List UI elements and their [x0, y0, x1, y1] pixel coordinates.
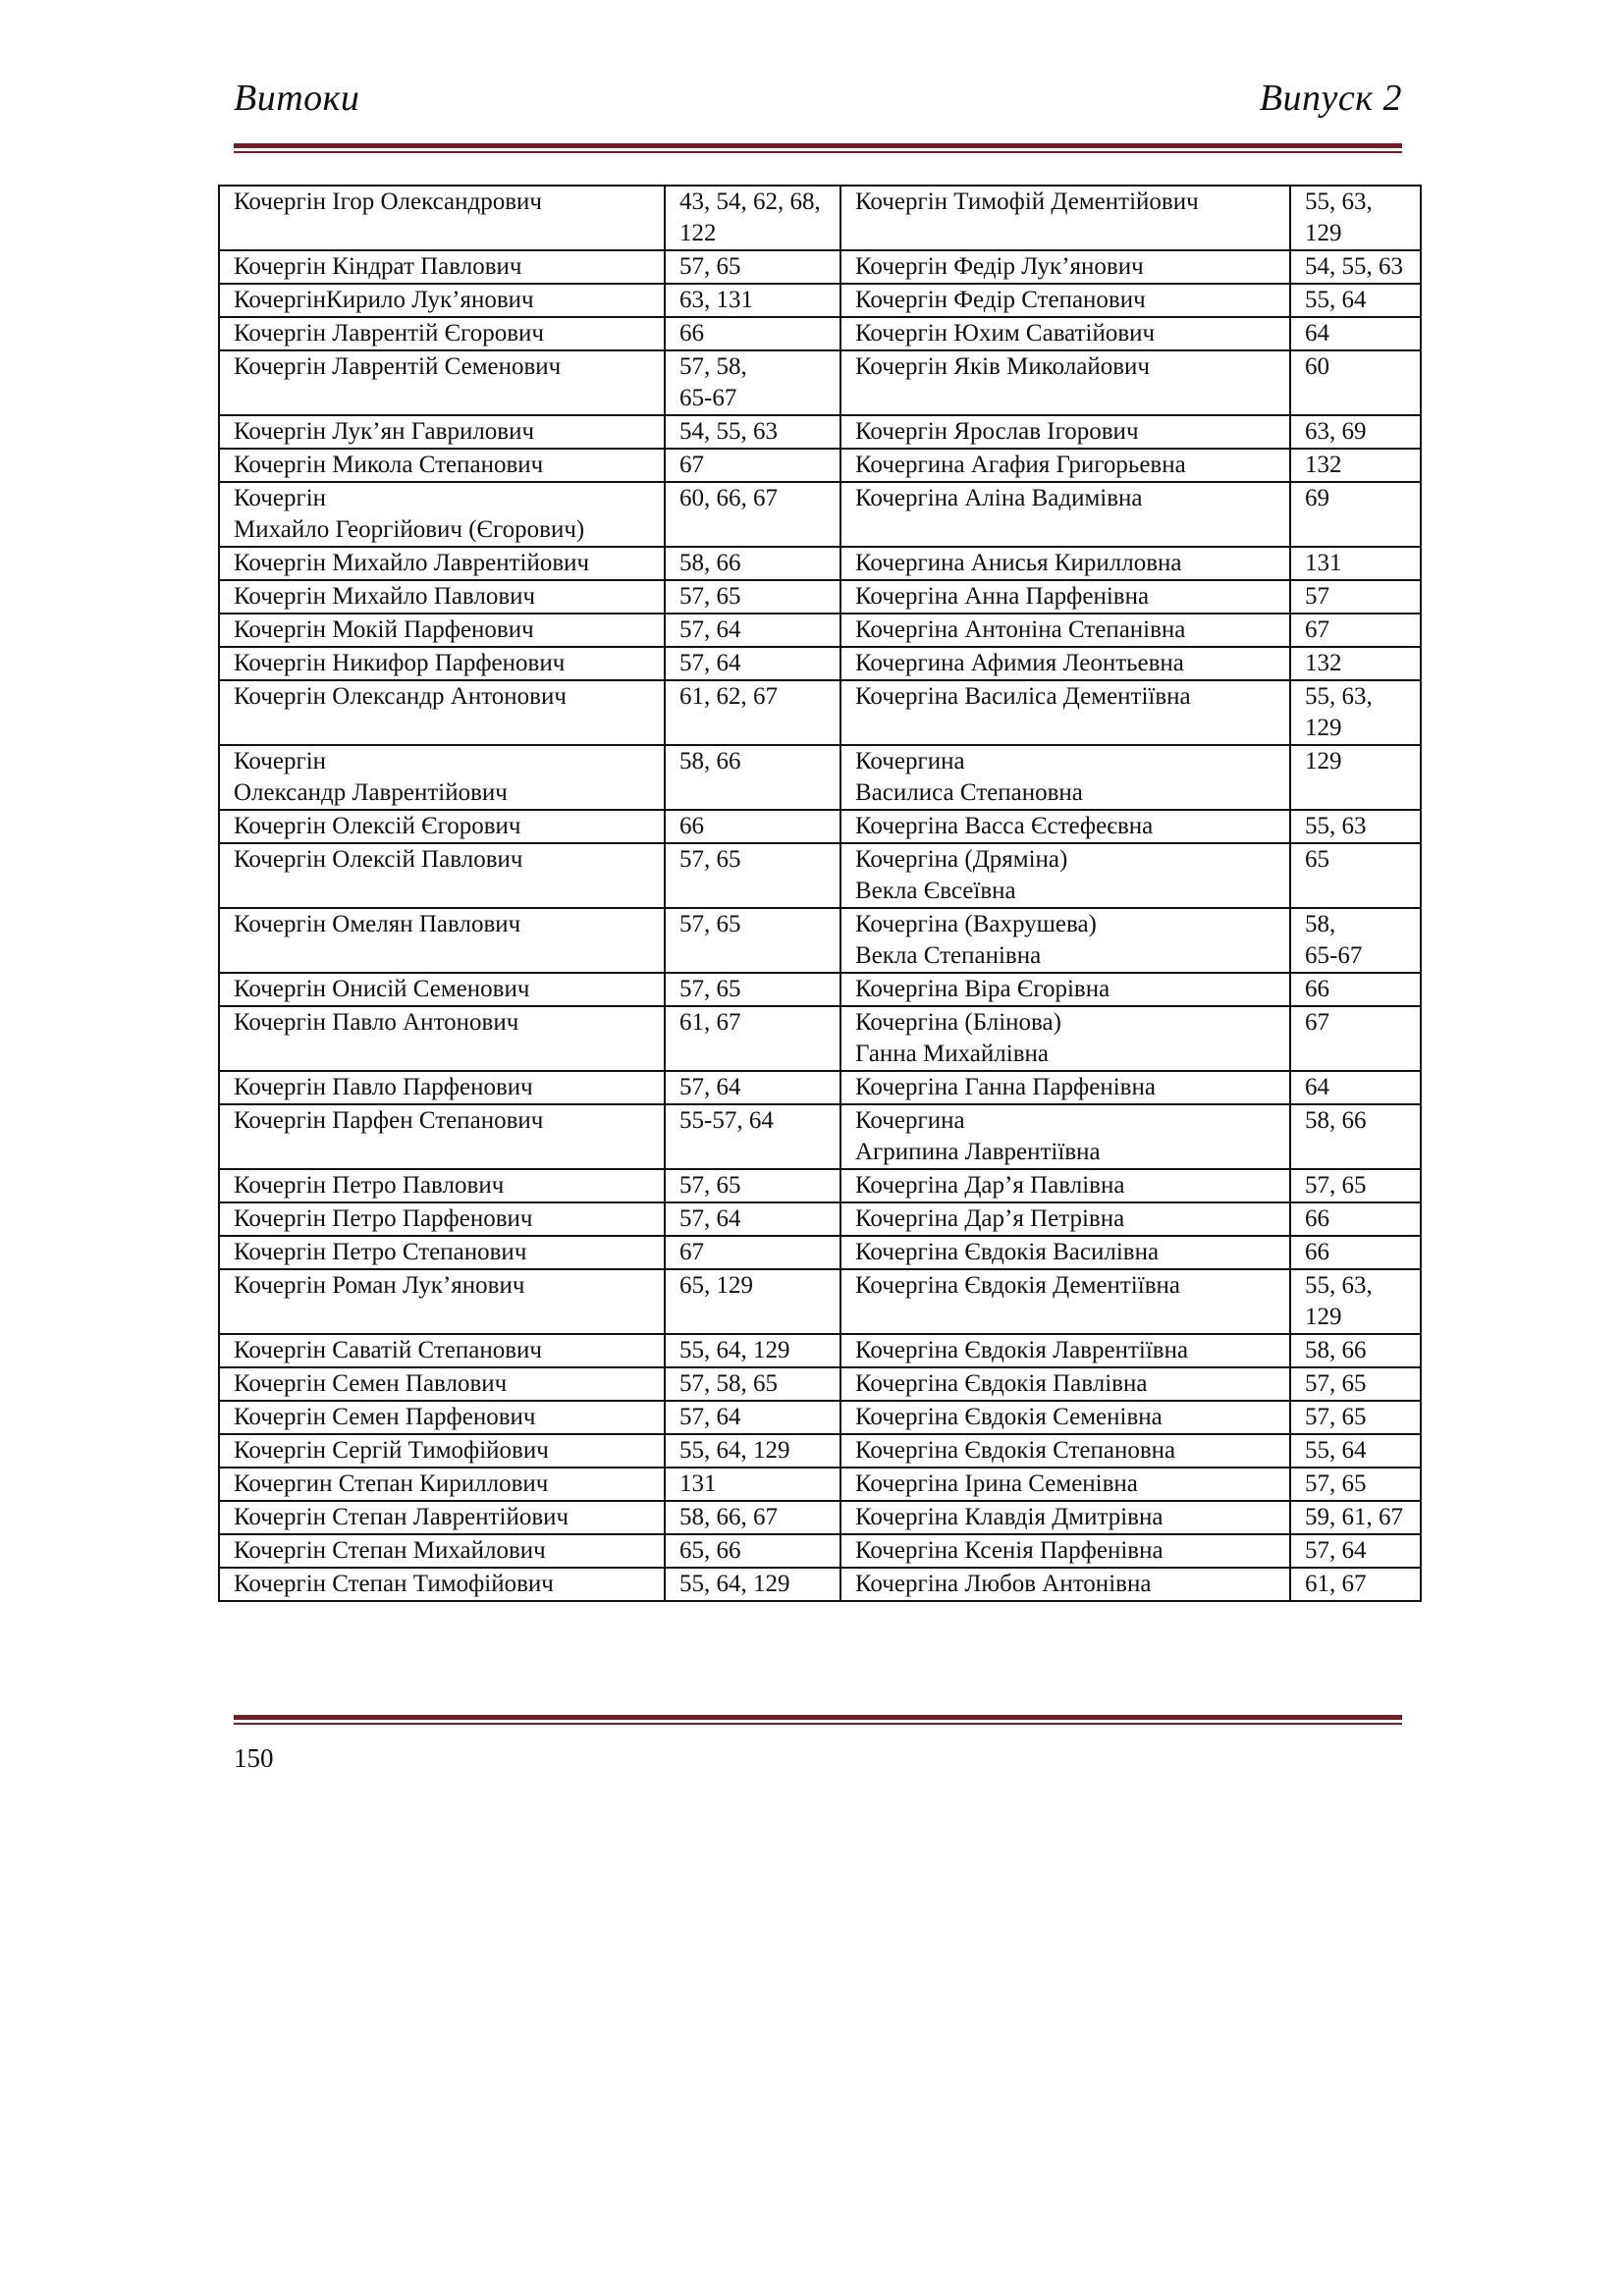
- header-rule: [234, 143, 1402, 153]
- table-row: [219, 1367, 1421, 1401]
- table-row: [219, 350, 1421, 415]
- table-row: [219, 1202, 1421, 1236]
- table-row: [219, 1334, 1421, 1367]
- pages-cell-left: 57, 65: [665, 250, 840, 284]
- pages-cell-left: 58, 66: [665, 547, 840, 580]
- table-row: [219, 284, 1421, 317]
- table-row: [219, 745, 1421, 810]
- name-cell-left: Кочергін Степан Михайлович: [219, 1534, 665, 1568]
- name-cell-right: Кочергін Юхим Саватійович: [840, 317, 1290, 350]
- table-row: [219, 449, 1421, 482]
- name-cell-left: Кочергін Петро Парфенович: [219, 1202, 665, 1236]
- table-row: [219, 547, 1421, 580]
- pages-cell-left: 57, 65: [665, 843, 840, 908]
- name-cell-left: Кочергін Павло Антонович: [219, 1006, 665, 1071]
- pages-cell-left: 57, 64: [665, 1071, 840, 1104]
- name-cell-left: Кочергін Ігор Олександрович: [219, 186, 665, 250]
- pages-cell-right: 69: [1290, 482, 1421, 547]
- pages-cell-right: 66: [1290, 1236, 1421, 1269]
- table-row: [219, 317, 1421, 350]
- name-cell-right: Кочергина Агафия Григорьевна: [840, 449, 1290, 482]
- pages-cell-right: 64: [1290, 1071, 1421, 1104]
- pages-cell-right: 55, 63, 129: [1290, 1269, 1421, 1334]
- name-cell-left: Кочергін Сергій Тимофійович: [219, 1434, 665, 1468]
- pages-cell-left: 67: [665, 1236, 840, 1269]
- name-cell-right: Кочергіна Антоніна Степанівна: [840, 614, 1290, 647]
- name-cell-right: Кочергіна Ганна Парфенівна: [840, 1071, 1290, 1104]
- table-row: [219, 1169, 1421, 1202]
- pages-cell-left: 67: [665, 449, 840, 482]
- name-cell-left: Кочергин Степан Кириллович: [219, 1468, 665, 1501]
- pages-cell-right: 67: [1290, 1006, 1421, 1071]
- name-index-body: [219, 186, 1421, 1601]
- pages-cell-left: 55, 64, 129: [665, 1568, 840, 1601]
- pages-cell-right: 132: [1290, 449, 1421, 482]
- name-cell-left: Кочергін Олександр Лаврентійович: [219, 745, 665, 810]
- name-cell-right: Кочергіна Аліна Вадимівна: [840, 482, 1290, 547]
- pages-cell-left: 57, 58, 65-67: [665, 350, 840, 415]
- name-cell-left: Кочергін Степан Тимофійович: [219, 1568, 665, 1601]
- table-row: [219, 1104, 1421, 1169]
- name-cell-left: Кочергін Роман Лук’янович: [219, 1269, 665, 1334]
- pages-cell-right: 65: [1290, 843, 1421, 908]
- table-row: [219, 1501, 1421, 1534]
- pages-cell-right: 63, 69: [1290, 415, 1421, 449]
- pages-cell-right: 131: [1290, 547, 1421, 580]
- name-cell-right: Кочергіна Віра Єгорівна: [840, 973, 1290, 1006]
- table-row: [219, 1071, 1421, 1104]
- name-cell-right: Кочергіна Василіса Дементіївна: [840, 680, 1290, 745]
- name-cell-right: Кочергіна Євдокія Семенівна: [840, 1401, 1290, 1434]
- table-row: [219, 680, 1421, 745]
- name-cell-left: Кочергін Парфен Степанович: [219, 1104, 665, 1169]
- pages-cell-left: 65, 129: [665, 1269, 840, 1334]
- name-cell-right: Кочергін Яків Миколайович: [840, 350, 1290, 415]
- name-cell-left: Кочергін Петро Павлович: [219, 1169, 665, 1202]
- pages-cell-left: 57, 65: [665, 580, 840, 614]
- name-cell-left: Кочергін Лаврентій Семенович: [219, 350, 665, 415]
- name-cell-right: Кочергіна Любов Антонівна: [840, 1568, 1290, 1601]
- name-cell-left: Кочергін Павло Парфенович: [219, 1071, 665, 1104]
- pages-cell-right: 57, 65: [1290, 1468, 1421, 1501]
- name-cell-left: Кочергін Михайло Георгійович (Єгорович): [219, 482, 665, 547]
- name-cell-left: КочергінКирило Лук’янович: [219, 284, 665, 317]
- table-row: [219, 1468, 1421, 1501]
- name-cell-right: Кочергін Ярослав Ігорович: [840, 415, 1290, 449]
- pages-cell-left: 43, 54, 62, 68, 122: [665, 186, 840, 250]
- name-cell-left: Кочергін Семен Парфенович: [219, 1401, 665, 1434]
- pages-cell-right: 55, 63: [1290, 810, 1421, 843]
- pages-cell-right: 57, 65: [1290, 1169, 1421, 1202]
- name-cell-right: Кочергіна Ксенія Парфенівна: [840, 1534, 1290, 1568]
- pages-cell-left: 54, 55, 63: [665, 415, 840, 449]
- table-row: [219, 482, 1421, 547]
- running-header: [234, 77, 1402, 126]
- name-cell-left: Кочергін Семен Павлович: [219, 1367, 665, 1401]
- pages-cell-right: 54, 55, 63: [1290, 250, 1421, 284]
- pages-cell-right: 55, 63, 129: [1290, 186, 1421, 250]
- name-cell-right: Кочергін Федір Лук’янович: [840, 250, 1290, 284]
- pages-cell-left: 61, 67: [665, 1006, 840, 1071]
- pages-cell-right: 57, 65: [1290, 1401, 1421, 1434]
- table-row: [219, 973, 1421, 1006]
- pages-cell-right: 129: [1290, 745, 1421, 810]
- pages-cell-left: 57, 64: [665, 614, 840, 647]
- name-cell-right: Кочергіна Ірина Семенівна: [840, 1468, 1290, 1501]
- name-cell-right: Кочергіна Дар’я Петрівна: [840, 1202, 1290, 1236]
- table-row: [219, 1534, 1421, 1568]
- name-cell-right: Кочергина Афимия Леонтьевна: [840, 647, 1290, 680]
- name-cell-left: Кочергін Никифор Парфенович: [219, 647, 665, 680]
- name-cell-right: Кочергина Агрипина Лаврентіївна: [840, 1104, 1290, 1169]
- table-row: [219, 614, 1421, 647]
- table-row: [219, 250, 1421, 284]
- pages-cell-left: 131: [665, 1468, 840, 1501]
- name-cell-right: Кочергіна Євдокія Павлівна: [840, 1367, 1290, 1401]
- name-cell-left: Кочергін Лаврентій Єгорович: [219, 317, 665, 350]
- pages-cell-left: 60, 66, 67: [665, 482, 840, 547]
- name-cell-right: Кочергіна Клавдія Дмитрівна: [840, 1501, 1290, 1534]
- name-cell-right: Кочергіна (Блінова) Ганна Михайлівна: [840, 1006, 1290, 1071]
- name-cell-left: Кочергін Олексій Павлович: [219, 843, 665, 908]
- pages-cell-left: 66: [665, 810, 840, 843]
- table-row: [219, 843, 1421, 908]
- name-cell-right: Кочергіна Євдокія Степановна: [840, 1434, 1290, 1468]
- name-cell-right: Кочергіна (Дряміна) Векла Євсеївна: [840, 843, 1290, 908]
- pages-cell-right: 55, 64: [1290, 284, 1421, 317]
- name-cell-right: Кочергіна Євдокія Василівна: [840, 1236, 1290, 1269]
- pages-cell-left: 58, 66: [665, 745, 840, 810]
- name-cell-left: Кочергін Саватій Степанович: [219, 1334, 665, 1367]
- pages-cell-left: 63, 131: [665, 284, 840, 317]
- pages-cell-left: 57, 64: [665, 1202, 840, 1236]
- pages-cell-right: 57, 64: [1290, 1534, 1421, 1568]
- name-cell-left: Кочергін Мокій Парфенович: [219, 614, 665, 647]
- name-cell-right: Кочергина Анисья Кирилловна: [840, 547, 1290, 580]
- name-cell-right: Кочергіна Васса Єстефеєвна: [840, 810, 1290, 843]
- table-row: [219, 1434, 1421, 1468]
- pages-cell-left: 57, 65: [665, 1169, 840, 1202]
- table-row: [219, 1269, 1421, 1334]
- pages-cell-left: 57, 64: [665, 647, 840, 680]
- pages-cell-right: 58, 66: [1290, 1104, 1421, 1169]
- pages-cell-right: 57, 65: [1290, 1367, 1421, 1401]
- pages-cell-right: 57: [1290, 580, 1421, 614]
- pages-cell-left: 55, 64, 129: [665, 1434, 840, 1468]
- table-row: [219, 647, 1421, 680]
- pages-cell-right: 55, 64: [1290, 1434, 1421, 1468]
- name-cell-right: Кочергіна Дар’я Павлівна: [840, 1169, 1290, 1202]
- pages-cell-right: 66: [1290, 1202, 1421, 1236]
- pages-cell-right: 66: [1290, 973, 1421, 1006]
- name-index-table: [218, 185, 1422, 1602]
- pages-cell-right: 64: [1290, 317, 1421, 350]
- name-cell-left: Кочергін Лук’ян Гаврилович: [219, 415, 665, 449]
- name-cell-left: Кочергін Михайло Лаврентійович: [219, 547, 665, 580]
- name-cell-right: Кочергіна Євдокія Лаврентіївна: [840, 1334, 1290, 1367]
- name-cell-right: Кочергін Тимофій Дементійович: [840, 186, 1290, 250]
- pages-cell-left: 57, 64: [665, 1401, 840, 1434]
- pages-cell-right: 67: [1290, 614, 1421, 647]
- pages-cell-left: 57, 65: [665, 908, 840, 973]
- table-row: [219, 1568, 1421, 1601]
- table-row: [219, 1236, 1421, 1269]
- pages-cell-left: 58, 66, 67: [665, 1501, 840, 1534]
- pages-cell-left: 61, 62, 67: [665, 680, 840, 745]
- table-row: [219, 810, 1421, 843]
- footer-rule: [234, 1715, 1402, 1725]
- pages-cell-right: 61, 67: [1290, 1568, 1421, 1601]
- name-cell-left: Кочергін Петро Степанович: [219, 1236, 665, 1269]
- issue-number: Випуск 2: [1259, 78, 1402, 119]
- name-cell-right: Кочергіна Євдокія Дементіївна: [840, 1269, 1290, 1334]
- pages-cell-right: 58, 66: [1290, 1334, 1421, 1367]
- pages-cell-left: 57, 65: [665, 973, 840, 1006]
- table-row: [219, 1006, 1421, 1071]
- name-cell-left: Кочергін Онисій Семенович: [219, 973, 665, 1006]
- pages-cell-left: 57, 58, 65: [665, 1367, 840, 1401]
- journal-title: Витоки: [234, 78, 360, 119]
- table-row: [219, 415, 1421, 449]
- table-row: [219, 186, 1421, 250]
- pages-cell-right: 60: [1290, 350, 1421, 415]
- name-cell-left: Кочергін Кіндрат Павлович: [219, 250, 665, 284]
- name-cell-left: Кочергін Степан Лаврентійович: [219, 1501, 665, 1534]
- name-cell-left: Кочергін Олексій Єгорович: [219, 810, 665, 843]
- pages-cell-right: 59, 61, 67: [1290, 1501, 1421, 1534]
- page-number: 150: [234, 1743, 274, 1773]
- name-cell-right: Кочергіна (Вахрушева) Векла Степанівна: [840, 908, 1290, 973]
- name-cell-left: Кочергін Михайло Павлович: [219, 580, 665, 614]
- pages-cell-right: 132: [1290, 647, 1421, 680]
- table-row: [219, 1401, 1421, 1434]
- pages-cell-right: 55, 63, 129: [1290, 680, 1421, 745]
- name-cell-right: Кочергін Федір Степанович: [840, 284, 1290, 317]
- name-cell-left: Кочергін Олександр Антонович: [219, 680, 665, 745]
- name-cell-left: Кочергін Омелян Павлович: [219, 908, 665, 973]
- pages-cell-left: 65, 66: [665, 1534, 840, 1568]
- pages-cell-left: 66: [665, 317, 840, 350]
- pages-cell-left: 55, 64, 129: [665, 1334, 840, 1367]
- pages-cell-left: 55-57, 64: [665, 1104, 840, 1169]
- table-row: [219, 908, 1421, 973]
- name-cell-right: Кочергіна Анна Парфенівна: [840, 580, 1290, 614]
- table-row: [219, 580, 1421, 614]
- pages-cell-right: 58, 65-67: [1290, 908, 1421, 973]
- name-cell-left: Кочергін Микола Степанович: [219, 449, 665, 482]
- name-cell-right: Кочергина Василиса Степановна: [840, 745, 1290, 810]
